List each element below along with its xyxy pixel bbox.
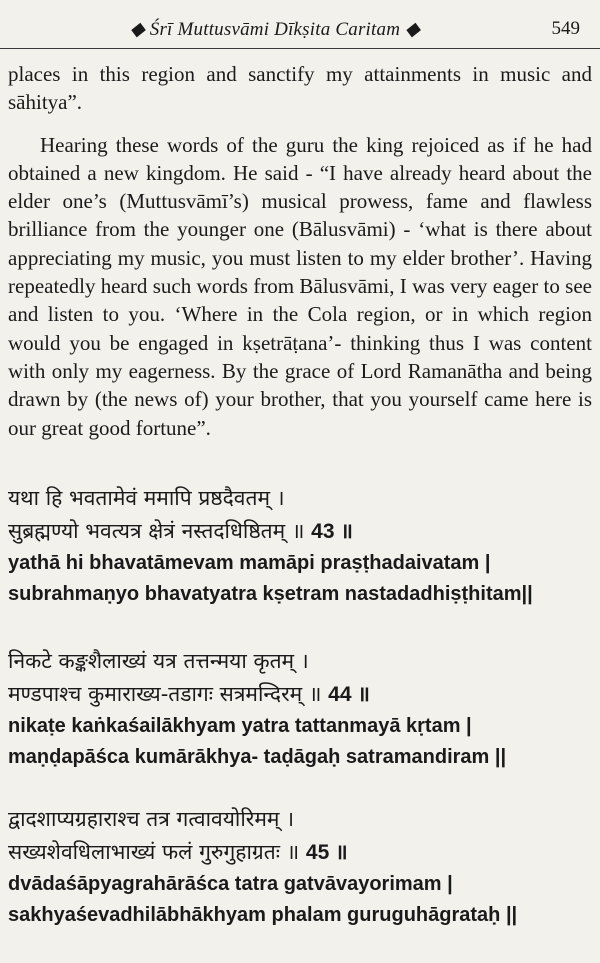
sanskrit-line: मण्डपाश्च कुमाराख्य-तडागः सत्रमन्दिरम् ॥ 44 ॥ — [8, 682, 370, 706]
transliteration-line: dvādaśāpyagrahārāśca tatra gatvāvayorimam | — [8, 873, 453, 895]
verse-number: 44 ॥ — [328, 683, 370, 706]
prose-paragraph: Hearing these words of the guru the king rejoiced as if he had obtained a new kingdom. He said - “I have already heard about the elder one’s (Muttusvāmī’s) musical prowess, fame and flawless brilliance from the younger one (Bālusvāmi) - ‘what is there about appreciating my music, you must listen to my elder brother’. Having repeatedly heard such words from Bālusvāmi, I was very eager to see and listen to you. ‘Where in the Cola region, or in which region would you be engaged in kṣetrāṭana’- thinking thus I was content with only my eagerness. By the grace of Lord Ramanātha and being drawn by (the news of) your brother, that you yourself came here is our great good fortune”. — [8, 132, 592, 440]
transliteration-line: yathā hi bhavatāmevam mamāpi praṣṭhadaivatam | — [8, 552, 491, 574]
sanskrit-line: सुब्रह्मण्यो भवत्यत्र क्षेत्रं नस्तदधिष्ठितम् ॥ 43 ॥ — [8, 519, 353, 543]
prose-body — [8, 60, 592, 442]
verse-number: 43 ॥ — [311, 520, 353, 543]
transliteration-line: subrahmaṇyo bhavatyatra kṣetram nastadadhiṣṭhitam|| — [8, 583, 533, 605]
sanskrit-line: द्वादशाप्यग्रहाराश्च तत्र गत्वावयोरिमम् । — [8, 807, 295, 831]
sanskrit-line: सख्यशेवधिलाभाख्यं फलं गुरुगुहाग्रतः ॥ 45 ॥ — [8, 840, 348, 864]
transliteration-line: nikaṭe kaṅkaśailākhyam yatra tattanmayā kṛtam | — [8, 715, 472, 737]
verse-43 — [8, 482, 598, 610]
transliteration-line: sakhyaśevadhilābhākhyam phalam guruguhāgrataḥ || — [8, 904, 518, 926]
header-rule — [0, 48, 600, 49]
verse-45 — [8, 803, 598, 931]
verse-number: 45 ॥ — [305, 841, 348, 864]
header-title: ◆ Śrī Muttusvāmi Dīkṣita Caritam ◆ — [130, 19, 420, 40]
transliteration-line: maṇḍapāśca kumārākhya- taḍāgaḥ satramandiram || — [8, 746, 507, 768]
sanskrit-line: यथा हि भवतामेवं ममापि प्रष्ठदैवतम् । — [8, 486, 285, 510]
verse-44 — [8, 645, 598, 773]
sanskrit-line: निकटे कङ्कशैलाख्यं यत्र तत्तन्मया कृतम् । — [8, 649, 309, 673]
page-number: 549 — [551, 18, 580, 39]
running-header — [0, 18, 600, 44]
prose-paragraph: places in this region and sanctify my attainments in music and sāhitya”. — [8, 62, 592, 115]
